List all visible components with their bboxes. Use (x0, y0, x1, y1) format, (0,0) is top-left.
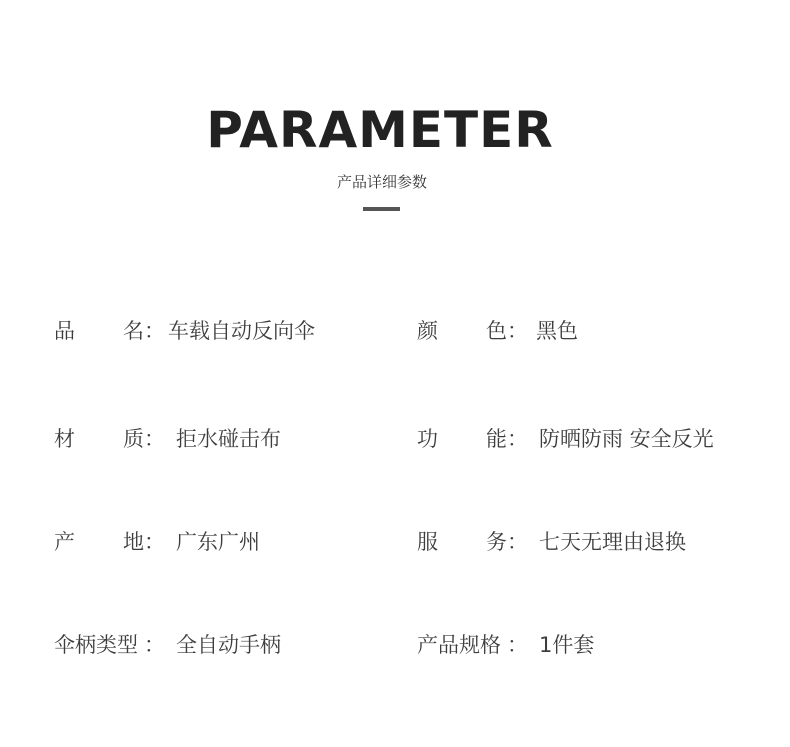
param-colon: ： (144, 633, 165, 657)
param-label: 产品规格 (417, 633, 501, 657)
hero-subtitle: 产品详细参数 (336, 173, 427, 191)
param-spec (417, 630, 757, 660)
hero-title: PARAMETER (206, 101, 554, 159)
hero-underline (363, 207, 400, 211)
param-label-second: 质 (123, 427, 144, 451)
param-label-first: 功 (417, 427, 438, 451)
param-product-name (54, 316, 354, 346)
param-label-first: 产 (54, 530, 75, 554)
param-value: 拒水碰击布 (176, 427, 281, 451)
param-value: 广东广州 (176, 530, 260, 554)
param-label-second: 名 (123, 319, 144, 343)
param-colon: ： (507, 633, 528, 657)
param-origin (54, 527, 354, 557)
param-label-second: 色 (486, 319, 507, 343)
param-colon: ： (507, 427, 528, 451)
param-label-second: 能 (486, 427, 507, 451)
param-colon: ： (144, 427, 165, 451)
param-label-first: 颜 (417, 319, 438, 343)
param-color (417, 316, 757, 346)
param-label-second: 务 (486, 530, 507, 554)
param-colon: ： (507, 530, 528, 554)
param-value: 1件套 (539, 633, 595, 657)
param-value: 车载自动反向伞 (168, 319, 315, 343)
param-colon: ： (144, 319, 165, 343)
param-label-first: 材 (54, 427, 75, 451)
param-value: 防晒防雨 安全反光 (539, 427, 714, 451)
param-service (417, 527, 757, 557)
param-material (54, 424, 354, 454)
param-function (417, 424, 777, 454)
param-colon: ： (144, 530, 165, 554)
param-handle-type (54, 630, 354, 660)
param-value: 七天无理由退换 (539, 530, 686, 554)
param-label-second: 地 (123, 530, 144, 554)
param-label-first: 品 (54, 319, 75, 343)
param-label-first: 服 (417, 530, 438, 554)
param-value: 黑色 (536, 319, 578, 343)
param-value: 全自动手柄 (176, 633, 281, 657)
param-colon: ： (507, 319, 528, 343)
param-label: 伞柄类型 (54, 633, 138, 657)
